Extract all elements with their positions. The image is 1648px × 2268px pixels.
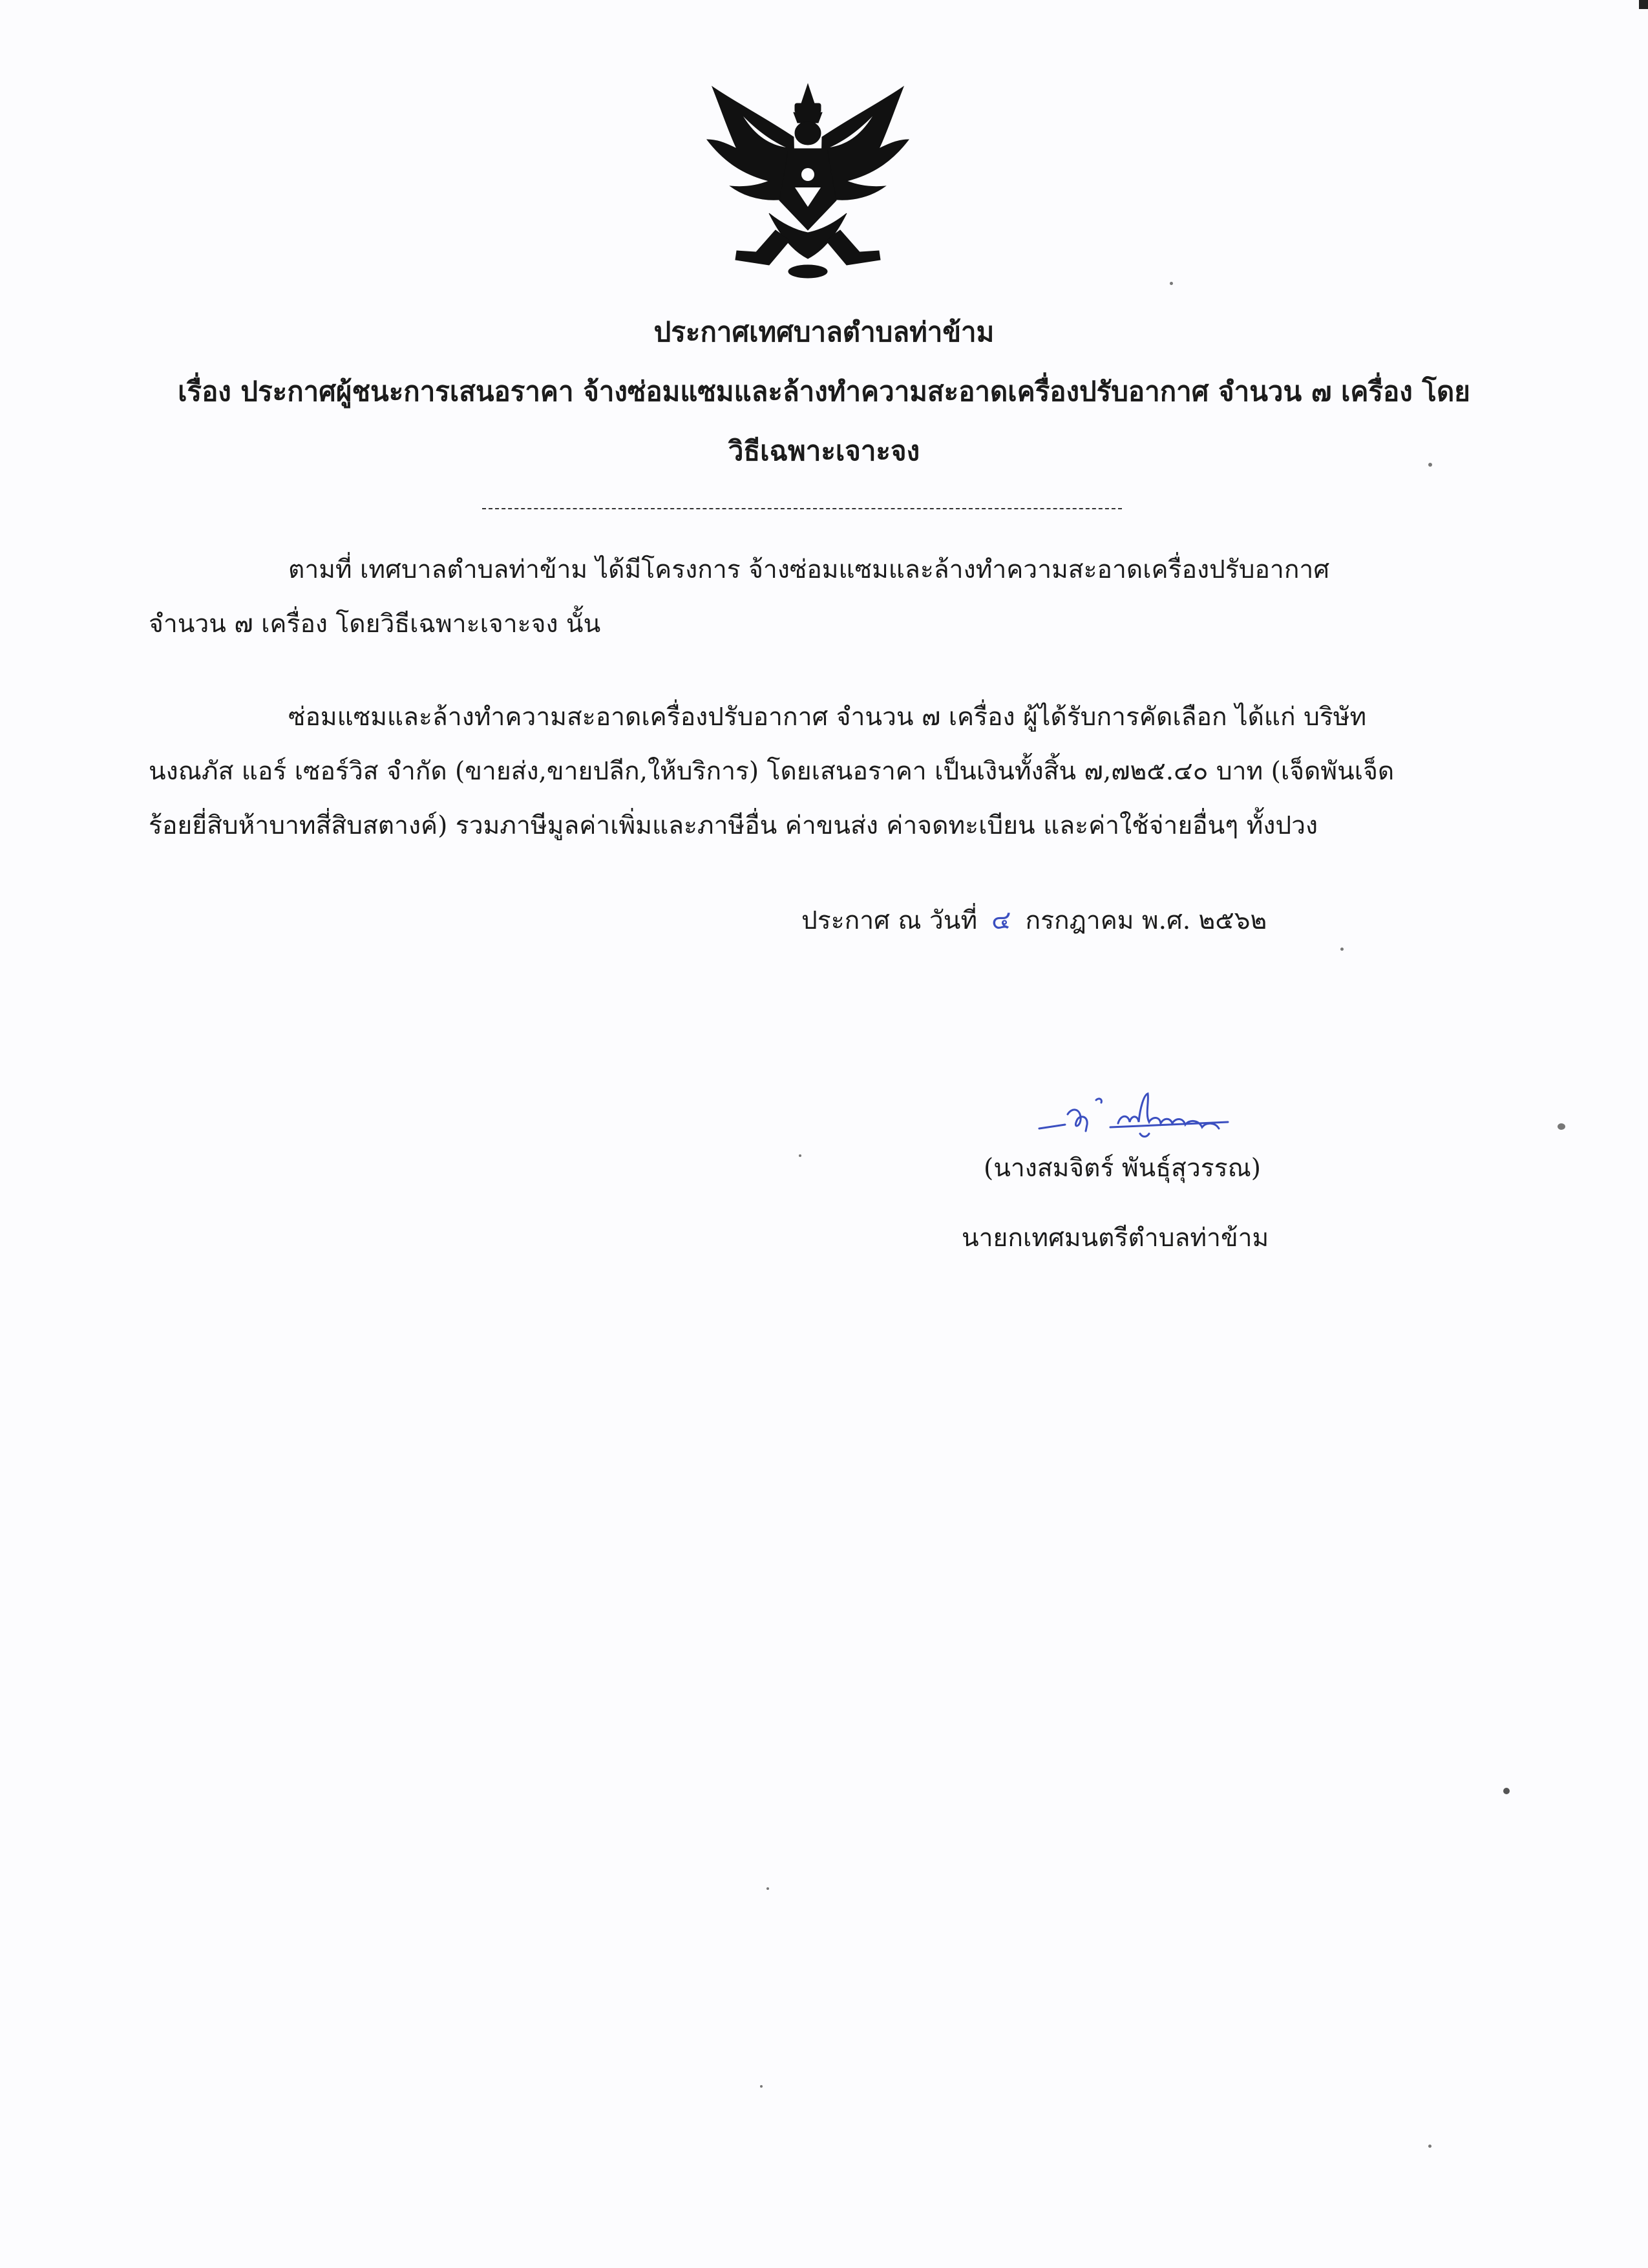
paragraph-2-line-3: ร้อยยี่สิบห้าบาทสี่สิบสตางค์) รวมภาษีมูลค่าเพิ่มและภาษีอื่น ค่าขนส่ง ค่าจดทะเบียน และค่าใช้จ่ายอื่นๆ ทั้งปวง xyxy=(149,811,1318,840)
scan-speck xyxy=(1170,282,1173,285)
paragraph-1-line-2: จำนวน ๗ เครื่อง โดยวิธีเฉพาะเจาะจง นั้น xyxy=(149,609,601,639)
scan-speck xyxy=(1503,1788,1510,1794)
scan-speck xyxy=(799,1154,801,1157)
dashed-separator xyxy=(482,508,1122,509)
scan-speck xyxy=(766,1887,769,1890)
paragraph-1-line-1: ตามที่ เทศบาลตำบลท่าข้าม ได้มีโครงการ จ้างซ่อมแซมและล้างทำความสะอาดเครื่องปรับอากาศ xyxy=(288,555,1330,584)
garuda-emblem-icon xyxy=(698,78,918,291)
scan-edge-mark xyxy=(1639,0,1648,9)
handwritten-signature xyxy=(1034,1088,1247,1147)
date-prefix: ประกาศ ณ วันที่ xyxy=(801,906,978,935)
date-month-year: กรกฎาคม พ.ศ. ๒๕๖๒ xyxy=(1025,906,1267,935)
scan-speck xyxy=(760,2085,763,2088)
announcement-date xyxy=(801,902,1267,939)
scan-speck xyxy=(1558,1123,1565,1130)
scan-speck xyxy=(1428,2145,1431,2148)
paragraph-2-line-2: นงณภัส แอร์ เซอร์วิส จำกัด (ขายส่ง,ขายปลีก,ให้บริการ) โดยเสนอราคา เป็นเงินทั้งสิ้น ๗,๗๒๕.๔๐ บาท (เจ็ดพันเจ็ด xyxy=(149,757,1395,786)
announcement-subject-line-2: วิธีเฉพาะเจาะจง xyxy=(728,435,920,467)
paragraph-2-line-1: ซ่อมแซมและล้างทำความสะอาดเครื่องปรับอากาศ จำนวน ๗ เครื่อง ผู้ได้รับการคัดเลือก ได้แก่ บริษัท xyxy=(288,703,1367,732)
date-day: ๔ xyxy=(991,906,1011,935)
scan-speck xyxy=(1428,463,1432,467)
scan-speck xyxy=(1340,948,1344,951)
announcement-title: ประกาศเทศบาลตำบลท่าข้าม xyxy=(653,316,995,348)
signatory-position: นายกเทศมนตรีตำบลท่าข้าม xyxy=(962,1224,1269,1253)
announcement-subject-line-1: เรื่อง ประกาศผู้ชนะการเสนอราคา จ้างซ่อมแซมและล้างทำความสะอาดเครื่องปรับอากาศ จำนวน ๗ เครื่อง โดย xyxy=(178,376,1470,407)
signatory-name: (นางสมจิตร์ พันธุ์สุวรรณ) xyxy=(984,1154,1262,1183)
